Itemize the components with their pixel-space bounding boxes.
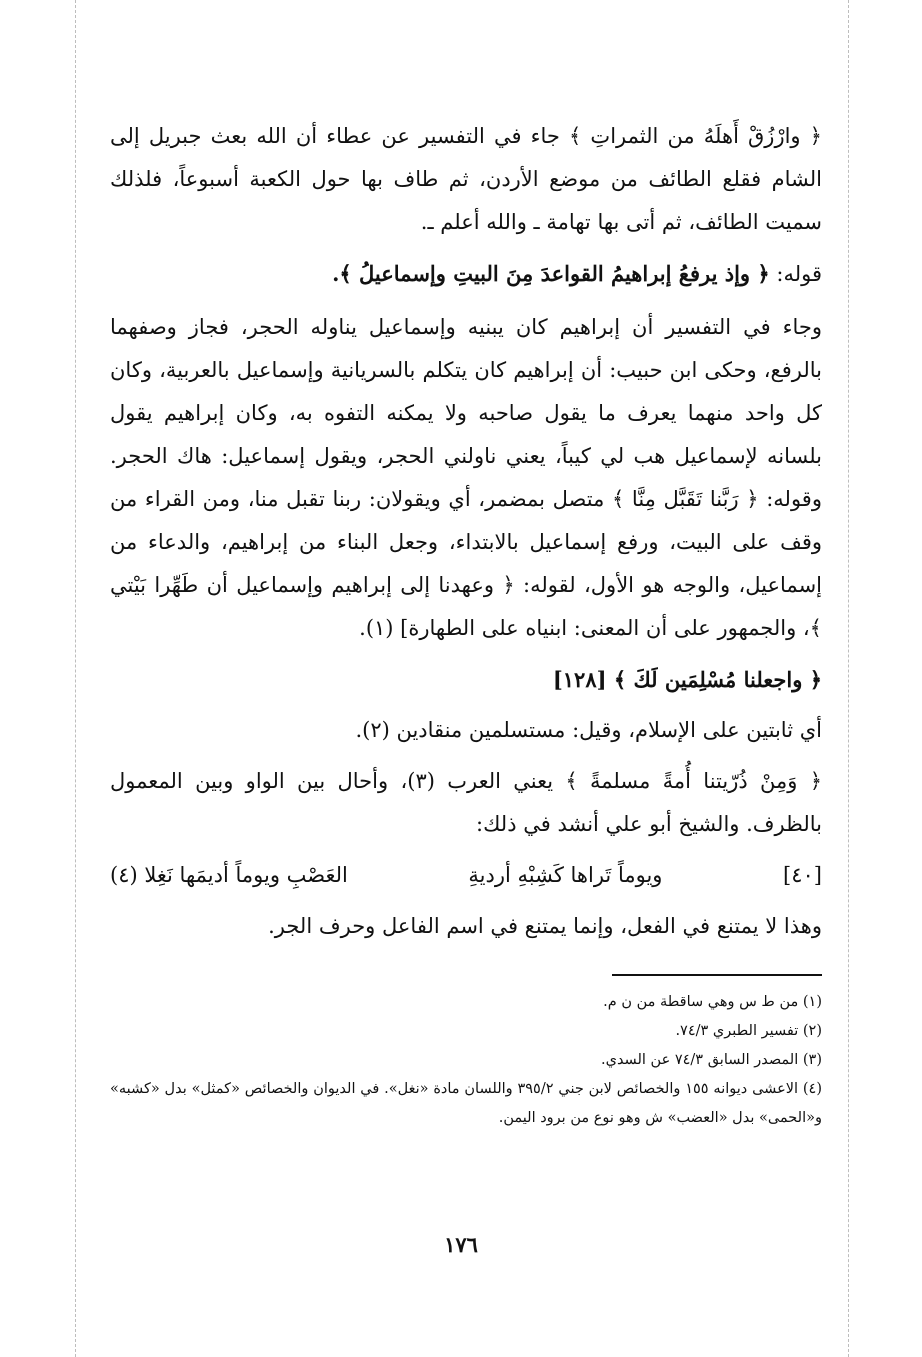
footnote-1: (١) من ط س وهي ساقطة من ن م. bbox=[603, 994, 822, 1010]
poetry-verse bbox=[110, 854, 822, 897]
verse-first-hemistich: ويوماً تَراها كَشِبْهِ أرديةِ bbox=[468, 863, 663, 887]
scan-edge-left bbox=[75, 0, 76, 1357]
verse-second-hemistich: العَصْبِ ويوماً أديمَها نَغِلا (٤) bbox=[110, 863, 348, 887]
quran-heading-128: ﴿ واجعلنا مُسْلِمَين لَكَ ﴾ [١٢٨] bbox=[552, 667, 822, 692]
paragraph-2 bbox=[110, 252, 822, 296]
qawluhu-label: قوله: bbox=[776, 262, 822, 286]
quran-quote-2: ﴿ وإذ يرفعُ إبراهيمُ القواعدَ مِنَ البيتِ وإسماعيلُ ﴾. bbox=[332, 261, 770, 286]
page-number: ١٧٦ bbox=[444, 1232, 478, 1257]
footnote-separator bbox=[612, 974, 822, 976]
book-page bbox=[110, 115, 822, 1133]
footnote-2: (٢) تفسير الطبري ٧٤/٣. bbox=[675, 1023, 822, 1039]
paragraph-1: ﴿ وارْزُقْ أَهلَهُ من الثمراتِ ﴾ جاء في التفسير عن عطاء أن الله بعث جبريل إلى الشام فقلع الطائف من موضع الأردن، ثم طاف بها حول الكعبة أسبوعاً، فلذلك سميت الطائف، ثم أتى بها تهامة ـ والله أعلم ـ. bbox=[110, 124, 822, 234]
scan-edge-right bbox=[848, 0, 849, 1357]
paragraph-3: وجاء في التفسير أن إبراهيم كان يبنيه وإسماعيل يناوله الحجر، فجاز وصفهما بالرفع، وحكى ابن حبيب: أن إبراهيم كان يتكلم بالسريانية وإسماعيل بالعربية، وكان كل واحد منهما يعرف ما يقول صاحبه ولا يمكنه التفوه به، وكان إبراهيم يقول بلسانه لإسماعيل هب لي كيباً، يعني ناولني الحجر، ويقول إسماعيل: هاك الحجر. وقوله: ﴿ رَبَّنا تَقَبَّل مِنَّا ﴾ متصل بمضمر، أي ويقولان: ربنا تقبل منا، ومن القراء من وقف على البيت، ورفع إسماعيل بالابتداء، وجعل البناء من إبراهيم، والدعاء من إسماعيل، والوجه هو الأول، لقوله: ﴿ وعهدنا إلى إبراهيم وإسماعيل أن طَهِّرا بَيْتي ﴾، والجمهور على أن المعنى: ابنياه على الطهارة] (١). bbox=[110, 315, 822, 640]
footnote-4: (٤) الاعشى ديوانه ١٥٥ والخصائص لابن جني ٣٩٥/٢ واللسان مادة «نغل». في الديوان والخصائص «كمثل» بدل «كشبه» و«الحمى» بدل «العضب» ش وهو نوع من برود اليمن. bbox=[110, 1081, 822, 1126]
paragraph-6: ﴿ وَمِنْ ذُرّيتنا أُمةً مسلمةً ﴾ يعني العرب (٣)، وأحال بين الواو وبين المعمول بالظرف. والشيخ أبو علي أنشد في ذلك: bbox=[110, 769, 823, 836]
footnote-3: (٣) المصدر السابق ٧٤/٣ عن السدي. bbox=[600, 1052, 822, 1068]
paragraph-5: أي ثابتين على الإسلام، وقيل: مستسلمين منقادين (٢). bbox=[355, 718, 822, 742]
paragraph-7: وهذا لا يمتنع في الفعل، وإنما يمتنع في اسم الفاعل وحرف الجر. bbox=[268, 914, 822, 938]
verse-number: [٤٠] bbox=[783, 863, 822, 887]
